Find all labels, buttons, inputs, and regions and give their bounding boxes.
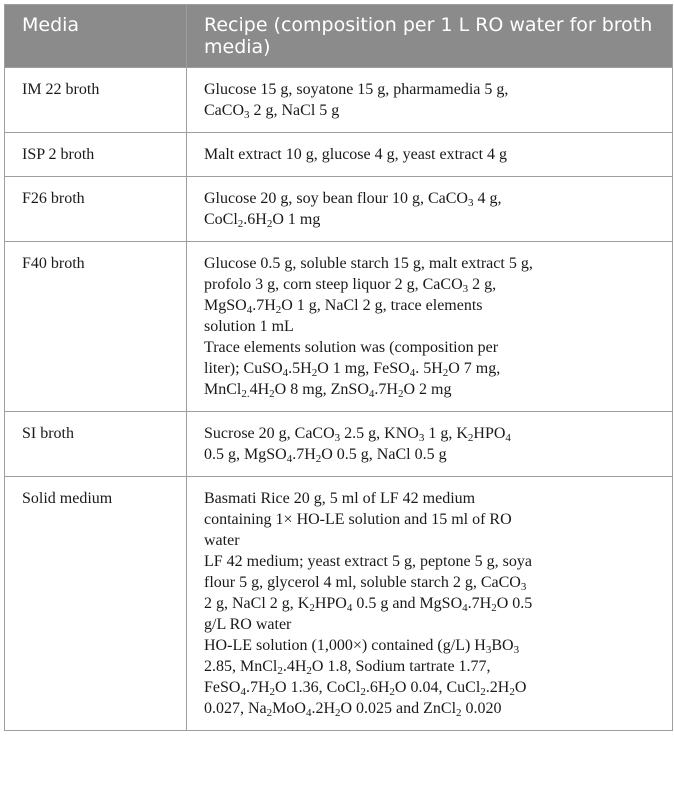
recipe-line: containing 1× HO-LE solution and 15 ml of RO <box>204 511 512 528</box>
media-recipe-table <box>4 4 673 731</box>
recipe-line: Sucrose 20 g, CaCO$_3$ 2.5 g, $KNO_3$ 1 g, $K_2HPO_4$ <box>204 425 511 444</box>
header-media: Media <box>5 5 187 68</box>
recipe-line: $MnCl_{2.}4H_2O$ 8 mg, $ZnSO_4.7H_2O$ 2 mg <box>204 381 452 400</box>
media-name: F26 broth <box>5 177 187 242</box>
recipe-line: Glucose 15 g, soyatone 15 g, pharmamedia 5 g, <box>204 81 509 98</box>
recipe-line: 2.85, $MnCl_2.4H_2O$ 1.8, Sodium tartrate 1.77, <box>204 658 491 677</box>
recipe-line: $MgSO_4.7H_2O$ 1 g, NaCl 2 g, trace elements <box>204 297 483 316</box>
table-row <box>5 68 673 133</box>
recipe-line: LF 42 medium; yeast extract 5 g, peptone 5 g, soya <box>204 553 532 570</box>
recipe-cell <box>187 242 673 412</box>
table-header-row <box>5 5 673 68</box>
recipe-cell <box>187 133 673 177</box>
recipe-line: g/L RO water <box>204 616 292 633</box>
table-row <box>5 133 673 177</box>
media-name: SI broth <box>5 412 187 477</box>
recipe-line: Glucose 0.5 g, soluble starch 15 g, malt extract 5 g, <box>204 255 533 272</box>
table-row <box>5 477 673 731</box>
recipe-cell <box>187 477 673 731</box>
recipe-line: Glucose 20 g, soy bean flour 10 g, CaCO$_3$ 4 g, <box>204 190 502 209</box>
table-row <box>5 177 673 242</box>
media-name: ISP 2 broth <box>5 133 187 177</box>
recipe-cell <box>187 68 673 133</box>
recipe-line: flour 5 g, glycerol 4 ml, soluble starch 2 g, CaCO$_3$ <box>204 574 527 593</box>
recipe-line: solution 1 mL <box>204 318 294 335</box>
recipe-line: CaCO$_3$ 2 g, NaCl 5 g <box>204 102 340 121</box>
header-recipe: Recipe (composition per 1 L RO water for broth media) <box>187 5 673 68</box>
recipe-line: Malt extract 10 g, glucose 4 g, yeast extract 4 g <box>204 146 508 163</box>
recipe-line: $FeSO_4.7H_2O$ 1.36, $CoCl_2.6H_2O$ 0.04, $CuCl_2.2H_2O$ <box>204 679 527 698</box>
recipe-line: HO-LE solution (1,000×) contained (g/L) $H_3BO_3$ <box>204 637 520 656</box>
recipe-line: $CoCl_2.6H_2O$ 1 mg <box>204 211 321 230</box>
recipe-cell <box>187 412 673 477</box>
recipe-line: Basmati Rice 20 g, 5 ml of LF 42 medium <box>204 490 476 507</box>
media-name: IM 22 broth <box>5 68 187 133</box>
recipe-cell <box>187 177 673 242</box>
recipe-line: 0.5 g, $MgSO_4.7H_2O$ 0.5 g, NaCl 0.5 g <box>204 446 447 465</box>
recipe-line: 0.027, $Na_2MoO_4.2H_2O$ 0.025 and ZnCl$_2$ 0.020 <box>204 700 502 719</box>
recipe-line: Trace elements solution was (composition per <box>204 339 499 356</box>
table-row <box>5 242 673 412</box>
recipe-line: profolo 3 g, corn steep liquor 2 g, CaCO$_3$ 2 g, <box>204 276 497 295</box>
recipe-line: 2 g, NaCl 2 g, $K_2HPO_4$ 0.5 g and $MgSO_4.7H_2O$ 0.5 <box>204 595 533 614</box>
recipe-line: water <box>204 532 240 549</box>
table-row <box>5 412 673 477</box>
media-name: F40 broth <box>5 242 187 412</box>
media-name: Solid medium <box>5 477 187 731</box>
recipe-line: liter); $CuSO_4.5H_2O$ 1 mg, FeSO$_4$. $5H_2O$ 7 mg, <box>204 360 501 379</box>
